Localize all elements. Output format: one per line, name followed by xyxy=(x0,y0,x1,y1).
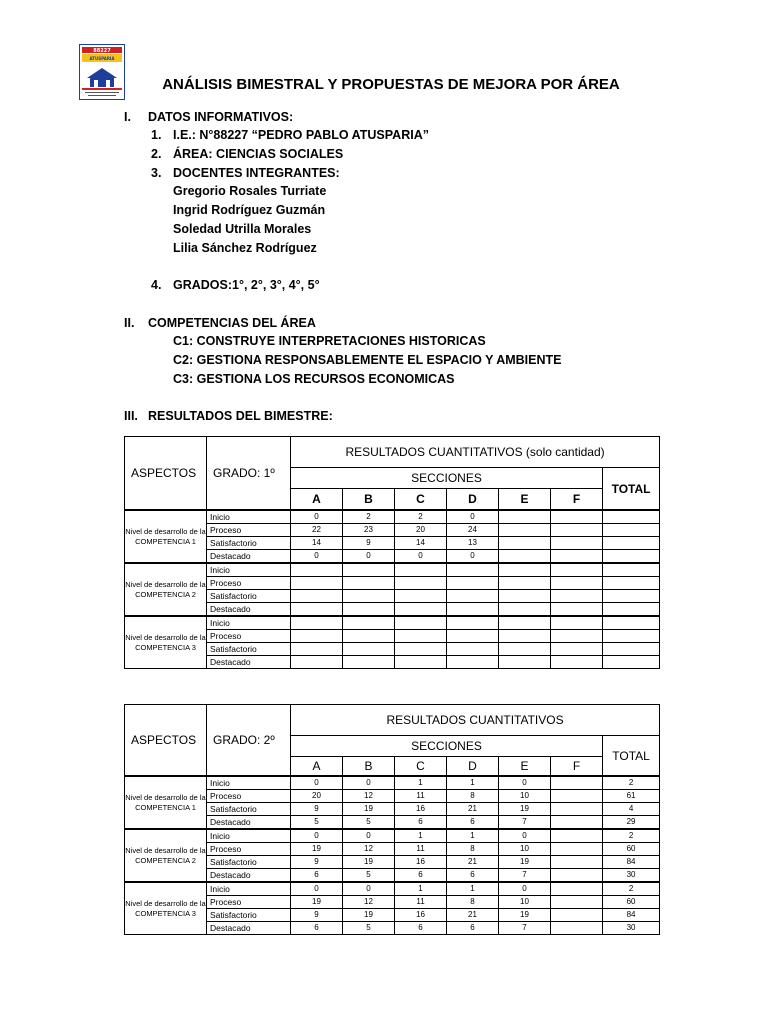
total-value-cell xyxy=(603,656,660,669)
section-value-cell: 6 xyxy=(447,922,499,935)
total-value-cell xyxy=(603,616,660,630)
section-col-header: A xyxy=(291,757,343,777)
section-value-cell: 5 xyxy=(343,922,395,935)
total-value-cell: 60 xyxy=(603,843,660,856)
section-value-cell xyxy=(551,510,603,524)
section-value-cell xyxy=(291,643,343,656)
info-item-text: DOCENTES INTEGRANTES: xyxy=(173,166,340,180)
total-value-cell xyxy=(603,577,660,590)
section-value-cell xyxy=(499,643,551,656)
section-value-cell xyxy=(551,829,603,843)
section-value-cell xyxy=(499,510,551,524)
level-name: Destacado xyxy=(207,922,291,935)
section-value-cell: 16 xyxy=(395,803,447,816)
section-value-cell: 14 xyxy=(291,537,343,550)
section-col-header: E xyxy=(499,489,551,511)
section-value-cell: 21 xyxy=(447,803,499,816)
section-value-cell: 22 xyxy=(291,524,343,537)
total-value-cell: 2 xyxy=(603,776,660,790)
competency-level-label: Nivel de desarrollo de la COMPETENCIA 3 xyxy=(125,616,207,669)
table-title: RESULTADOS CUANTITATIVOS xyxy=(291,705,660,736)
section-value-cell xyxy=(395,577,447,590)
info-item-text: I.E.: N°88227 “PEDRO PABLO ATUSPARIA” xyxy=(173,128,429,142)
level-name: Inicio xyxy=(207,882,291,896)
section-value-cell xyxy=(343,577,395,590)
level-name: Inicio xyxy=(207,510,291,524)
info-item xyxy=(151,128,429,142)
section-value-cell: 1 xyxy=(447,829,499,843)
section-value-cell: 6 xyxy=(447,869,499,883)
total-value-cell: 84 xyxy=(603,909,660,922)
section-value-cell: 21 xyxy=(447,909,499,922)
section-value-cell xyxy=(499,577,551,590)
section-value-cell: 19 xyxy=(343,856,395,869)
total-value-cell xyxy=(603,603,660,617)
section-value-cell xyxy=(395,656,447,669)
section-value-cell xyxy=(551,843,603,856)
section-value-cell: 6 xyxy=(447,816,499,830)
section-value-cell: 20 xyxy=(291,790,343,803)
level-name: Destacado xyxy=(207,816,291,830)
competency-level-label: Nivel de desarrollo de la COMPETENCIA 2 xyxy=(125,563,207,616)
section-value-cell: 12 xyxy=(343,896,395,909)
section-value-cell xyxy=(447,630,499,643)
section-value-cell xyxy=(499,537,551,550)
section-value-cell: 0 xyxy=(395,550,447,564)
total-value-cell xyxy=(603,510,660,524)
table-row xyxy=(125,563,660,577)
level-name: Satisfactorio xyxy=(207,537,291,550)
section-value-cell xyxy=(291,563,343,577)
total-value-cell xyxy=(603,524,660,537)
level-name: Inicio xyxy=(207,776,291,790)
section-col-header: E xyxy=(499,757,551,777)
section-value-cell xyxy=(343,656,395,669)
section-value-cell: 16 xyxy=(395,856,447,869)
section-value-cell: 9 xyxy=(343,537,395,550)
section-value-cell xyxy=(551,537,603,550)
section-value-cell xyxy=(551,616,603,630)
section-value-cell: 21 xyxy=(447,856,499,869)
section-value-cell: 6 xyxy=(395,816,447,830)
section-value-cell: 0 xyxy=(291,829,343,843)
section-value-cell: 6 xyxy=(291,922,343,935)
section-col-header: D xyxy=(447,757,499,777)
section-value-cell: 19 xyxy=(499,803,551,816)
total-value-cell xyxy=(603,643,660,656)
section-value-cell: 10 xyxy=(499,790,551,803)
section-1-number: I. xyxy=(124,110,131,124)
level-name: Proceso xyxy=(207,577,291,590)
grades-item xyxy=(151,278,320,292)
section-value-cell xyxy=(551,524,603,537)
level-name: Inicio xyxy=(207,563,291,577)
level-name: Proceso xyxy=(207,630,291,643)
total-value-cell: 84 xyxy=(603,856,660,869)
section-value-cell: 8 xyxy=(447,790,499,803)
section-value-cell xyxy=(551,882,603,896)
table-row xyxy=(125,616,660,630)
section-value-cell xyxy=(551,909,603,922)
section-value-cell xyxy=(499,656,551,669)
section-value-cell xyxy=(291,590,343,603)
section-col-header: B xyxy=(343,757,395,777)
level-name: Proceso xyxy=(207,843,291,856)
section-value-cell xyxy=(551,656,603,669)
section-2-heading xyxy=(124,316,316,330)
total-header: TOTAL xyxy=(603,468,660,511)
section-value-cell: 0 xyxy=(499,776,551,790)
section-value-cell: 19 xyxy=(291,843,343,856)
section-value-cell xyxy=(499,603,551,617)
section-value-cell: 0 xyxy=(343,550,395,564)
total-value-cell: 30 xyxy=(603,869,660,883)
logo-number: 88227 xyxy=(93,48,111,54)
section-value-cell xyxy=(343,603,395,617)
section-value-cell: 5 xyxy=(343,816,395,830)
section-value-cell: 0 xyxy=(291,510,343,524)
section-value-cell xyxy=(551,922,603,935)
section-value-cell: 0 xyxy=(343,776,395,790)
table-row xyxy=(125,882,660,896)
section-value-cell: 0 xyxy=(343,882,395,896)
section-value-cell xyxy=(343,590,395,603)
section-value-cell xyxy=(291,630,343,643)
section-value-cell: 19 xyxy=(499,909,551,922)
competency-item: C1: CONSTRUYE INTERPRETACIONES HISTORICAS xyxy=(173,334,486,348)
section-value-cell xyxy=(551,643,603,656)
section-value-cell xyxy=(551,816,603,830)
grades-item-text: GRADOS:1°, 2°, 3°, 4°, 5° xyxy=(173,278,320,292)
section-value-cell: 8 xyxy=(447,843,499,856)
info-item xyxy=(151,166,340,180)
grades-item-number: 4. xyxy=(151,278,162,292)
total-header: TOTAL xyxy=(603,736,660,777)
section-2-number: II. xyxy=(124,316,135,330)
level-name: Satisfactorio xyxy=(207,856,291,869)
total-value-cell: 30 xyxy=(603,922,660,935)
section-col-header: F xyxy=(551,757,603,777)
section-value-cell: 0 xyxy=(447,550,499,564)
section-value-cell xyxy=(447,590,499,603)
section-value-cell: 19 xyxy=(343,909,395,922)
section-value-cell xyxy=(551,563,603,577)
section-value-cell xyxy=(551,869,603,883)
level-name: Proceso xyxy=(207,896,291,909)
section-value-cell: 20 xyxy=(395,524,447,537)
section-value-cell xyxy=(447,616,499,630)
section-value-cell: 11 xyxy=(395,843,447,856)
section-value-cell: 0 xyxy=(291,550,343,564)
total-value-cell xyxy=(603,630,660,643)
section-value-cell xyxy=(343,563,395,577)
section-value-cell xyxy=(499,616,551,630)
results-table-grade-2 xyxy=(124,704,660,935)
section-col-header: D xyxy=(447,489,499,511)
table-row xyxy=(125,510,660,524)
section-value-cell xyxy=(291,616,343,630)
level-name: Inicio xyxy=(207,616,291,630)
section-value-cell: 7 xyxy=(499,922,551,935)
total-value-cell: 2 xyxy=(603,882,660,896)
level-name: Satisfactorio xyxy=(207,803,291,816)
section-value-cell: 9 xyxy=(291,803,343,816)
page-title: ANÁLISIS BIMESTRAL Y PROPUESTAS DE MEJORA POR ÁREA xyxy=(162,76,620,93)
logo-text: ATUSPARIA xyxy=(89,56,115,61)
total-value-cell: 2 xyxy=(603,829,660,843)
level-name: Satisfactorio xyxy=(207,643,291,656)
section-value-cell xyxy=(395,643,447,656)
section-value-cell xyxy=(499,550,551,564)
total-value-cell xyxy=(603,550,660,564)
section-value-cell xyxy=(551,803,603,816)
section-value-cell: 0 xyxy=(291,776,343,790)
section-value-cell: 0 xyxy=(291,882,343,896)
section-value-cell: 6 xyxy=(291,869,343,883)
competency-level-label: Nivel de desarrollo de la COMPETENCIA 1 xyxy=(125,510,207,563)
section-value-cell xyxy=(447,563,499,577)
secciones-header: SECCIONES xyxy=(291,468,603,489)
section-value-cell: 19 xyxy=(291,896,343,909)
aspectos-header: ASPECTOS xyxy=(125,705,207,777)
section-value-cell: 1 xyxy=(395,882,447,896)
section-2-heading-text: COMPETENCIAS DEL ÁREA xyxy=(148,316,316,330)
section-value-cell xyxy=(551,577,603,590)
section-value-cell xyxy=(551,603,603,617)
total-value-cell xyxy=(603,590,660,603)
total-value-cell: 29 xyxy=(603,816,660,830)
level-name: Destacado xyxy=(207,656,291,669)
competency-level-label: Nivel de desarrollo de la COMPETENCIA 1 xyxy=(125,776,207,829)
section-value-cell xyxy=(343,630,395,643)
section-value-cell: 24 xyxy=(447,524,499,537)
section-value-cell: 5 xyxy=(291,816,343,830)
section-value-cell xyxy=(551,590,603,603)
competency-item: C3: GESTIONA LOS RECURSOS ECONOMICAS xyxy=(173,372,455,386)
section-value-cell: 14 xyxy=(395,537,447,550)
info-item-number: 2. xyxy=(151,147,162,161)
section-value-cell: 13 xyxy=(447,537,499,550)
section-value-cell xyxy=(447,577,499,590)
section-value-cell: 6 xyxy=(395,922,447,935)
secciones-header: SECCIONES xyxy=(291,736,603,757)
section-value-cell xyxy=(499,590,551,603)
section-value-cell: 0 xyxy=(499,882,551,896)
section-col-header: C xyxy=(395,489,447,511)
section-value-cell: 19 xyxy=(343,803,395,816)
results-table-grade-1 xyxy=(124,436,660,669)
teacher-name: Ingrid Rodríguez Guzmán xyxy=(173,203,326,217)
section-value-cell xyxy=(395,590,447,603)
section-value-cell: 2 xyxy=(395,510,447,524)
level-name: Proceso xyxy=(207,524,291,537)
competency-level-label: Nivel de desarrollo de la COMPETENCIA 2 xyxy=(125,829,207,882)
section-value-cell xyxy=(499,563,551,577)
section-value-cell: 5 xyxy=(343,869,395,883)
grado-header: GRADO: 1º xyxy=(207,437,291,511)
section-value-cell xyxy=(395,630,447,643)
section-value-cell xyxy=(291,577,343,590)
aspectos-header: ASPECTOS xyxy=(125,437,207,511)
section-col-header: A xyxy=(291,489,343,511)
level-name: Destacado xyxy=(207,869,291,883)
total-value-cell: 60 xyxy=(603,896,660,909)
table-title: RESULTADOS CUANTITATIVOS (solo cantidad) xyxy=(291,437,660,468)
table-row xyxy=(125,829,660,843)
section-value-cell: 0 xyxy=(343,829,395,843)
total-value-cell: 61 xyxy=(603,790,660,803)
section-value-cell xyxy=(551,776,603,790)
section-col-header: F xyxy=(551,489,603,511)
teacher-name: Gregorio Rosales Turriate xyxy=(173,184,327,198)
section-value-cell xyxy=(447,643,499,656)
section-value-cell: 7 xyxy=(499,869,551,883)
total-value-cell xyxy=(603,563,660,577)
section-value-cell xyxy=(291,656,343,669)
section-value-cell xyxy=(551,896,603,909)
section-value-cell: 0 xyxy=(499,829,551,843)
section-value-cell: 6 xyxy=(395,869,447,883)
section-value-cell xyxy=(499,630,551,643)
section-value-cell xyxy=(447,603,499,617)
level-name: Inicio xyxy=(207,829,291,843)
section-value-cell: 9 xyxy=(291,856,343,869)
section-value-cell xyxy=(551,630,603,643)
info-item-text: ÁREA: CIENCIAS SOCIALES xyxy=(173,147,344,161)
info-item-number: 3. xyxy=(151,166,162,180)
section-value-cell: 12 xyxy=(343,790,395,803)
section-value-cell: 0 xyxy=(447,510,499,524)
section-value-cell xyxy=(551,856,603,869)
section-value-cell: 2 xyxy=(343,510,395,524)
section-1-heading xyxy=(124,110,293,124)
section-value-cell xyxy=(291,603,343,617)
grado-header: GRADO: 2º xyxy=(207,705,291,777)
section-value-cell xyxy=(395,603,447,617)
level-name: Satisfactorio xyxy=(207,590,291,603)
section-value-cell: 19 xyxy=(499,856,551,869)
section-1-heading-text: DATOS INFORMATIVOS: xyxy=(148,110,294,124)
section-col-header: C xyxy=(395,757,447,777)
section-value-cell: 8 xyxy=(447,896,499,909)
section-value-cell: 1 xyxy=(395,829,447,843)
section-3-number: III. xyxy=(124,409,138,423)
level-name: Destacado xyxy=(207,603,291,617)
info-item-number: 1. xyxy=(151,128,162,142)
section-value-cell: 11 xyxy=(395,790,447,803)
section-value-cell: 12 xyxy=(343,843,395,856)
section-value-cell xyxy=(395,563,447,577)
section-value-cell xyxy=(551,790,603,803)
competency-item: C2: GESTIONA RESPONSABLEMENTE EL ESPACIO Y AMBIENTE xyxy=(173,353,562,367)
section-value-cell xyxy=(499,524,551,537)
teacher-name: Soledad Utrilla Morales xyxy=(173,222,312,236)
section-value-cell: 1 xyxy=(395,776,447,790)
level-name: Proceso xyxy=(207,790,291,803)
section-value-cell: 23 xyxy=(343,524,395,537)
total-value-cell xyxy=(603,537,660,550)
section-value-cell: 1 xyxy=(447,882,499,896)
info-item xyxy=(151,147,343,161)
section-value-cell: 7 xyxy=(499,816,551,830)
section-value-cell xyxy=(343,643,395,656)
section-col-header: B xyxy=(343,489,395,511)
teacher-name: Lilia Sánchez Rodríguez xyxy=(173,241,317,255)
level-name: Destacado xyxy=(207,550,291,564)
section-value-cell: 1 xyxy=(447,776,499,790)
section-3-heading-text: RESULTADOS DEL BIMESTRE: xyxy=(148,409,333,423)
section-value-cell xyxy=(395,616,447,630)
section-value-cell xyxy=(551,550,603,564)
section-value-cell: 10 xyxy=(499,896,551,909)
total-value-cell: 4 xyxy=(603,803,660,816)
section-value-cell: 11 xyxy=(395,896,447,909)
section-value-cell xyxy=(447,656,499,669)
section-value-cell: 16 xyxy=(395,909,447,922)
section-value-cell xyxy=(343,616,395,630)
section-value-cell: 10 xyxy=(499,843,551,856)
section-value-cell: 9 xyxy=(291,909,343,922)
competency-level-label: Nivel de desarrollo de la COMPETENCIA 3 xyxy=(125,882,207,935)
table-row xyxy=(125,776,660,790)
section-3-heading xyxy=(124,409,333,423)
level-name: Satisfactorio xyxy=(207,909,291,922)
